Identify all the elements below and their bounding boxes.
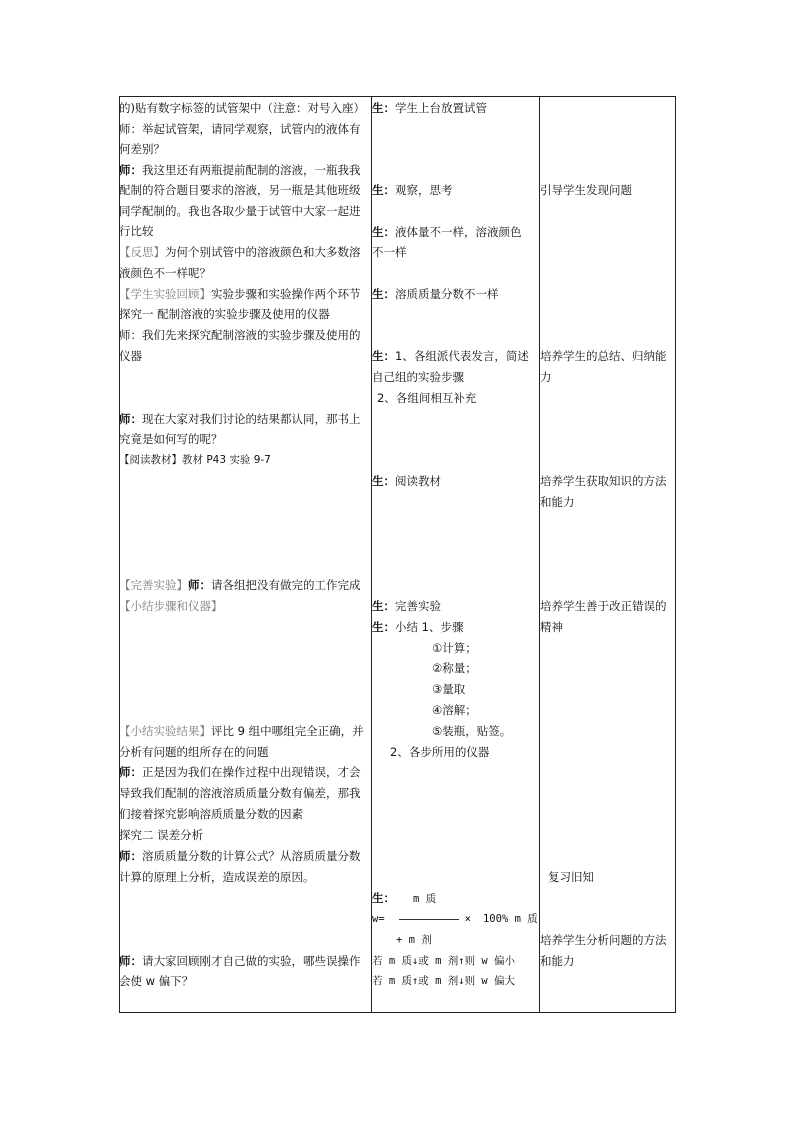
text-line: 师：请大家回顾刚才自己做的实验，哪些误操作 (119, 954, 361, 968)
text-line: 【小结实验结果】评比 9 组中哪组完全正确，并 (119, 724, 364, 738)
formula-line: + m 剂 (396, 934, 432, 946)
text-line: 分析有问题的组所存在的问题 (119, 745, 269, 759)
text-line: 生：溶质质量分数不一样 (372, 287, 499, 301)
text-line: 【完善实验】师：请各组把没有做完的工作完成 (119, 578, 361, 592)
text-line: 【小结步骤和仪器】 (119, 599, 223, 613)
text-line: 培养学生善于改正错误的 (540, 599, 667, 613)
text-line: 导致我们配制的溶液溶质质量分数有偏差，那我 (119, 786, 361, 800)
text-line: 会使 w 偏下？ (119, 974, 194, 988)
step-item: ③量取 (432, 682, 466, 696)
text-line: 生：完善实验 (372, 599, 441, 613)
text-line: 液颜色不一样呢？ (119, 266, 211, 280)
text-line: 培养学生分析问题的方法 (540, 933, 667, 947)
text-line: 培养学生的总结、归纳能 (540, 349, 667, 363)
fraction-bar (399, 919, 459, 920)
text-line: 生：小结 1、步骤 (372, 620, 464, 634)
text-line: 仪器 (119, 349, 142, 363)
text-line: 师：正是因为我们在操作过程中出现错误，才会 (119, 765, 361, 779)
text-line: 同学配制的。我也各取少量于试管中大家一起进 (119, 204, 361, 218)
text-line: 行比较 (119, 224, 154, 238)
text-line: 【反思】为何个别试管中的溶液颜色和大多数溶 (119, 245, 361, 259)
text-line: 的)贴有数字标签的试管架中（注意：对号入座） (119, 101, 365, 115)
step-item: ①计算； (432, 641, 477, 655)
text-line: 生：液体量不一样，溶液颜色 (372, 225, 522, 239)
text-line: 何差别？ (119, 142, 165, 156)
text-line: 师：溶质质量分数的计算公式？从溶质质量分数 (119, 849, 361, 863)
formula-line: 若 m 质↑或 m 剂↓则 w 偏大 (372, 975, 516, 987)
formula-line: w= × 100% m 质 (372, 913, 538, 925)
text-line: 生：1、各组派代表发言，简述 (372, 349, 529, 363)
text-line: 和能力 (540, 954, 575, 968)
text-line: 自己组的实验步骤 (372, 370, 464, 384)
text-line: 师：我这里还有两瓶提前配制的溶液，一瓶我我 (119, 163, 361, 177)
student-activity-column (372, 96, 539, 1013)
text-line: 不一样 (372, 245, 407, 259)
step-item: ②称量； (432, 661, 477, 675)
text-line: 师：我们先来探究配制溶液的实验步骤及使用的 (119, 328, 361, 342)
text-line: 师：现在大家对我们讨论的结果都认同，那书上 (119, 412, 361, 426)
text-line: 2、各步所用的仪器 (390, 745, 490, 759)
text-line: 探究二 误差分析 (119, 828, 204, 842)
formula-line: 若 m 质↓或 m 剂↑则 w 偏小 (372, 955, 516, 967)
step-item: ④溶解； (432, 703, 477, 717)
teacher-activity-column (119, 96, 371, 1013)
text-line: 和能力 (540, 495, 575, 509)
text-line: 生：阅读教材 (372, 474, 441, 488)
text-line: 们接着探究影响溶质质量分数的因素 (119, 807, 303, 821)
text-line: 配制的符合题目要求的溶液，另一瓶是其他班级 (119, 183, 361, 197)
text-line: 生：观察，思考 (372, 183, 453, 197)
text-line: 2、各组间相互补充 (377, 391, 477, 405)
design-intent-column (540, 96, 676, 1013)
text-line: 【学生实验回顾】实验步骤和实验操作两个环节 (119, 287, 361, 301)
text-line: 精神 (540, 620, 563, 634)
text-line: 师：举起试管架，请同学观察，试管内的液体有 (119, 122, 361, 136)
text-line: 探究一 配制溶液的实验步骤及使用的仪器 (119, 307, 330, 321)
text-line: 力 (540, 370, 552, 384)
text-line: 【阅读教材】教材 P43 实验 9-7 (119, 454, 271, 466)
text-line: 引导学生发现问题 (540, 183, 632, 197)
text-line: 生：学生上台放置试管 (372, 101, 487, 115)
text-line: 究竟是如何写的呢？ (119, 432, 223, 446)
text-line: 复习旧知 (548, 870, 594, 884)
formula-line: 生： m 质 (372, 891, 437, 905)
text-line: 计算的原理上分析，造成误差的原因。 (119, 870, 315, 884)
step-item: ⑤装瓶，贴签。 (432, 724, 512, 738)
text-line: 培养学生获取知识的方法 (540, 474, 667, 488)
